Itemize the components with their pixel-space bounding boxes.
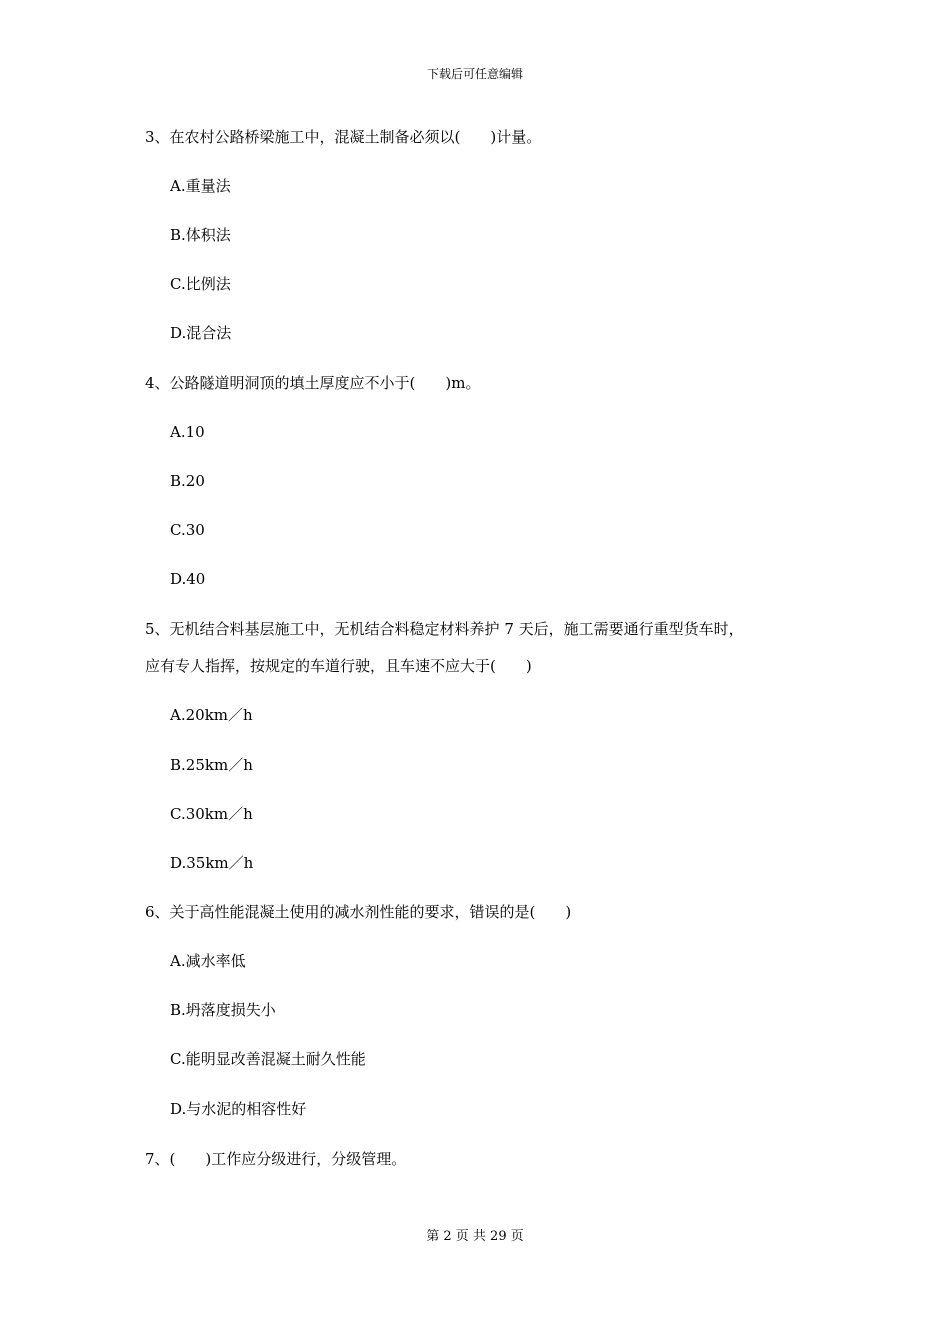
question-5-text-line-1: 5、无机结合料基层施工中，无机结合料稳定材料养护 7 天后，施工需要通行重型货车时，: [145, 620, 744, 638]
question-3-option-d: D.混合法: [170, 324, 232, 342]
question-6-text: 6、关于高性能混凝土使用的减水剂性能的要求，错误的是( ): [145, 903, 572, 921]
question-7-text: 7、( )工作应分级进行，分级管理。: [145, 1150, 407, 1168]
question-5-option-c: C.30km／h: [170, 805, 253, 823]
question-3-option-a: A.重量法: [170, 177, 231, 195]
question-4-text: 4、公路隧道明洞顶的填土厚度应不小于( )m。: [145, 374, 481, 392]
question-4-option-d: D.40: [170, 570, 206, 588]
question-6-option-d: D.与水泥的相容性好: [170, 1100, 307, 1118]
question-4-option-a: A.10: [170, 423, 205, 441]
question-3-option-c: C.比例法: [170, 275, 231, 293]
question-5-option-a: A.20km／h: [170, 706, 253, 724]
question-5-option-b: B.25km／h: [170, 756, 253, 774]
question-3-option-b: B.体积法: [170, 226, 231, 244]
question-6-option-c: C.能明显改善混凝土耐久性能: [170, 1050, 366, 1068]
question-4-option-b: B.20: [170, 472, 205, 490]
page-header: 下载后可任意编辑: [426, 67, 523, 81]
question-4-option-c: C.30: [170, 521, 205, 539]
page-footer: 第 2 页 共 29 页: [426, 1229, 524, 1244]
question-5-text-line-2: 应有专人指挥，按规定的车道行驶，且车速不应大于( ): [145, 657, 532, 675]
question-6-option-a: A.减水率低: [170, 952, 246, 970]
question-3-text: 3、在农村公路桥梁施工中，混凝土制备必须以( )计量。: [145, 128, 542, 146]
question-6-option-b: B.坍落度损失小: [170, 1001, 276, 1019]
question-5-option-d: D.35km／h: [170, 854, 254, 872]
